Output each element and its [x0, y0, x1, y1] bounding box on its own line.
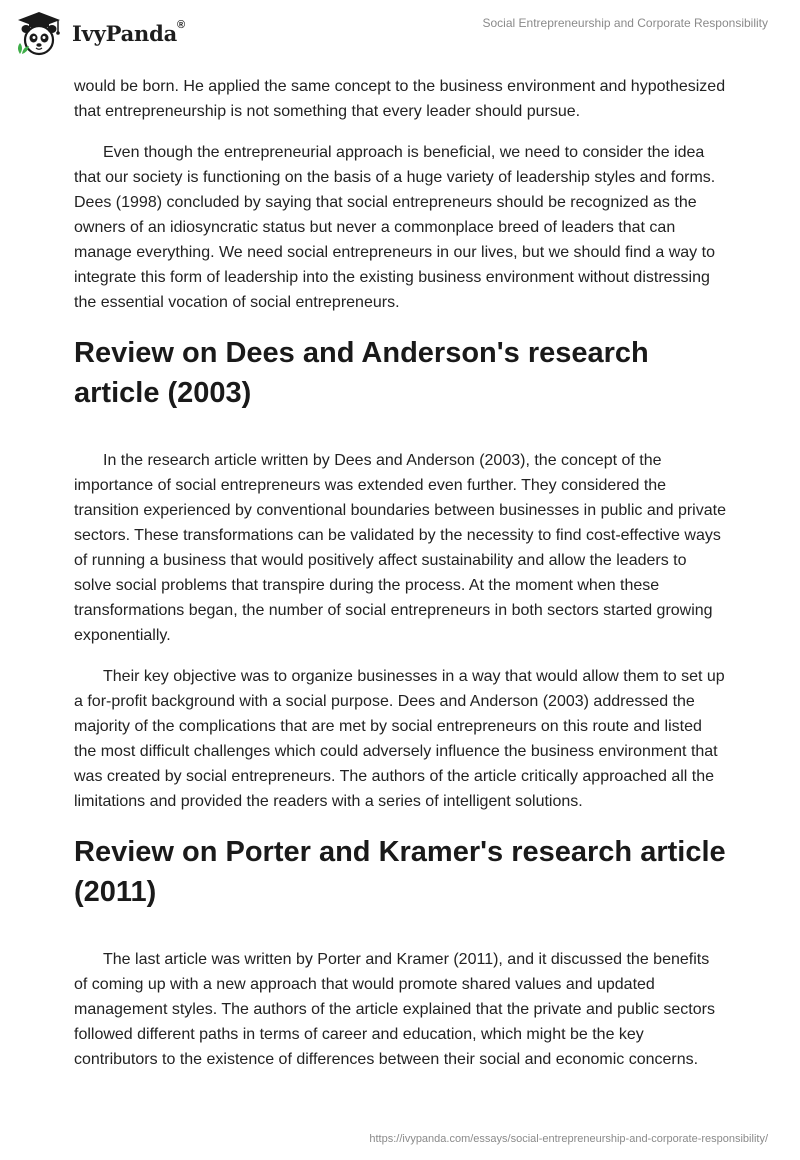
registered-mark: ®	[177, 18, 185, 31]
paragraph: The last article was written by Porter and Kramer (2011), and it discussed the benefits of coming up with a new approach that would promote shared values and updated management styles. The authors of the article explained that the private and public sectors followed different paths in terms of career and education, which might be the key contributors to the existence of differences between their social and economic concerns.	[74, 951, 715, 1068]
paragraph: would be born. He applied the same concept to the business environment and hypothesized that entrepreneurship is not something that every leader should pursue.	[74, 78, 726, 120]
brand-name: IvyPanda®	[72, 18, 185, 46]
essay-body	[74, 74, 726, 1088]
paragraph: In the research article written by Dees and Anderson (2003), the concept of the importance of social entrepreneurs was extended even further. They considered the transition experienced by conventional boundaries between businesses in public and private sectors. These transformations can be validated by the necessity to find cost-effective ways of running a business that would positively affect sustainability and allow the leaders to solve social problems that transpire during the process. At the moment when these transformations began, the number of social entrepreneurs in both sectors started growing exponentially.	[74, 452, 726, 644]
source-url[interactable]: https://ivypanda.com/essays/social-entrepreneurship-and-corporate-responsibility/	[369, 1133, 768, 1145]
paragraph: Even though the entrepreneurial approach is beneficial, we need to consider the idea that our society is functioning on the basis of a huge variety of leadership styles and forms. Dees (1998) concluded by saying that social entrepreneurs should be recognized as the owners of an idiosyncratic status but never a commonplace breed of leaders that can manage everything. We need social entrepreneurs in our lives, but we should find a way to integrate this form of leadership into the existing business environment without distressing the essential vocation of social entrepreneurs.	[74, 144, 716, 311]
document-title: Social Entrepreneurship and Corporate Responsibility	[482, 16, 768, 30]
paragraph: Their key objective was to organize businesses in a way that would allow them to set up a for-profit background with a social purpose. Dees and Anderson (2003) addressed the majority of the complications that are met by social entrepreneurs on this route and listed the most difficult challenges which could adversely influence the business environment that was created by social entrepreneurs. The authors of the article critically approached all the limitations and provided the readers with a series of intelligent solutions.	[74, 668, 725, 810]
panda-logo-icon	[14, 10, 64, 56]
section-heading: Review on Porter and Kramer's research article (2011)	[74, 836, 726, 908]
section-heading: Review on Dees and Anderson's research article (2003)	[74, 337, 649, 409]
brand-logo[interactable]	[14, 10, 185, 56]
page-header	[0, 0, 800, 64]
